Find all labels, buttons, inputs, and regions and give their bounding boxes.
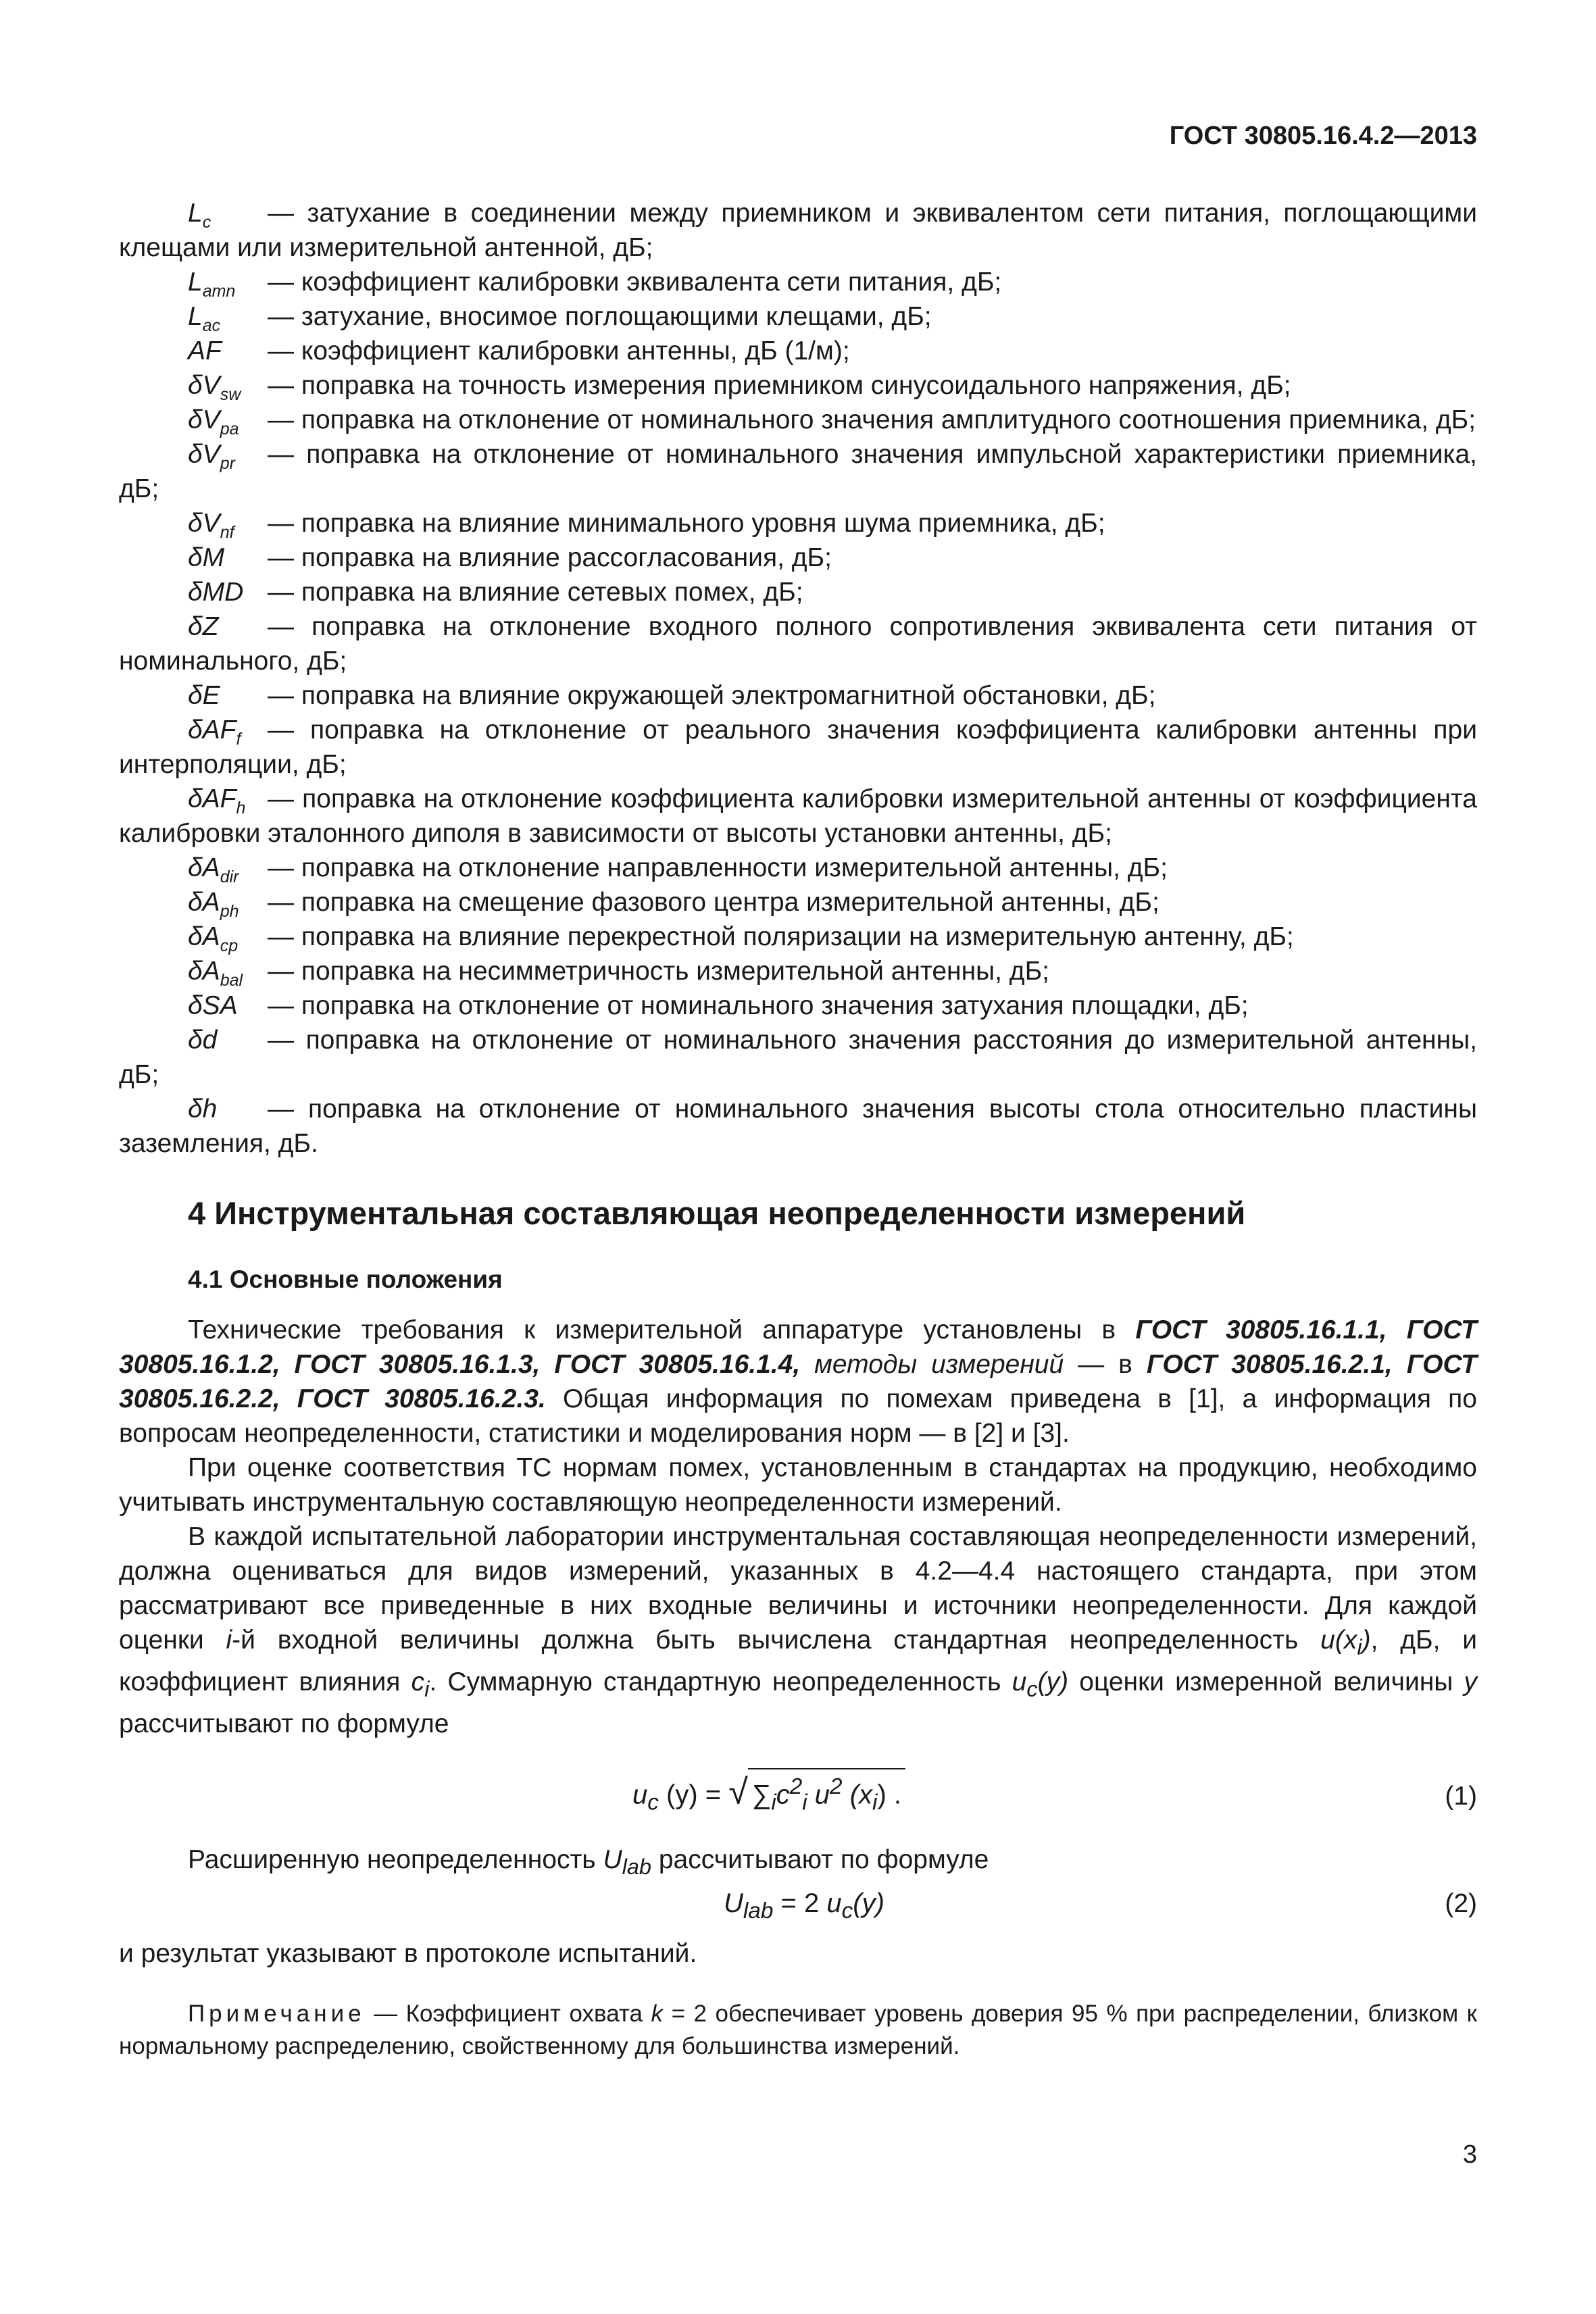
definition-symbol bbox=[188, 851, 268, 885]
f1-sum-sub: i bbox=[771, 1789, 776, 1815]
definition-symbol-sub: ph bbox=[220, 901, 239, 921]
p3-uc-sub: c bbox=[1026, 1676, 1038, 1701]
p3-text-f: рассчитывают по формуле bbox=[119, 1709, 449, 1738]
formula-1-number: (1) bbox=[1445, 1781, 1477, 1811]
definition-symbol-sub: pr bbox=[220, 453, 235, 473]
note-label: Примечание bbox=[188, 2001, 366, 2028]
definition-item bbox=[119, 403, 1477, 437]
definition-symbol bbox=[188, 403, 268, 437]
definition-item bbox=[119, 196, 1477, 265]
definition-item bbox=[119, 713, 1477, 782]
formula-2-expression bbox=[724, 1886, 884, 1928]
definition-text: — поправка на отклонение от номинального значения затухания площадки, дБ; bbox=[268, 991, 1249, 1020]
p1-text-a: Технические требования к измерительной аппаратуре установлены в bbox=[188, 1315, 1136, 1344]
definition-text: — затухание в соединении между приемником и эквивалентом сети питания, поглощающими клещами или измерительной антенной, дБ; bbox=[119, 199, 1477, 262]
p3-ux-base: u(x bbox=[1320, 1626, 1357, 1655]
definition-text: — поправка на отклонение от номинального значения импульсной характеристики приемника, дБ; bbox=[119, 440, 1477, 503]
definition-symbol-base: δA bbox=[188, 888, 220, 917]
definition-text: — коэффициент калибровки эквивалента сети питания, дБ; bbox=[268, 268, 1002, 297]
p3-i: i bbox=[226, 1626, 232, 1655]
definition-symbol-base: L bbox=[188, 199, 203, 228]
note bbox=[119, 1998, 1477, 2063]
definition-symbol-base: L bbox=[188, 268, 203, 297]
definition-item bbox=[119, 885, 1477, 920]
p1-standards-1: ГОСТ 30805.16.1.1, ГОСТ 30805.16.1.2, ГОСТ 30805.16.1.3, ГОСТ 30805.16.1.4, bbox=[119, 1315, 1477, 1379]
p3-ux bbox=[1320, 1626, 1371, 1659]
subsection-title: 4.1 Основные положения bbox=[188, 1265, 503, 1293]
definition-text: — поправка на отклонение от номинального значения высоты стола относительно пластины заземления, дБ. bbox=[119, 1095, 1477, 1158]
definition-symbol-base: δV bbox=[188, 405, 220, 434]
definition-symbol-base: δA bbox=[188, 922, 220, 951]
f1-u: u bbox=[807, 1779, 830, 1809]
definition-symbol-sub: bal bbox=[220, 970, 243, 990]
formula-1-expression bbox=[632, 1768, 905, 1819]
definition-text: — поправка на смещение фазового центра измерительной антенны, дБ; bbox=[268, 888, 1159, 917]
definition-text: — поправка на влияние минимального уровня шума приемника, дБ; bbox=[268, 509, 1105, 538]
note-k: k bbox=[651, 2001, 664, 2028]
note-text-a: — Коэффициент охвата bbox=[365, 2001, 651, 2028]
paragraph-4 bbox=[119, 1842, 1477, 1884]
definition-item bbox=[119, 334, 1477, 368]
definition-text: — поправка на влияние сетевых помех, дБ; bbox=[268, 578, 803, 607]
p1-text-f: Общая информация по помехам приведена в [1], а информация по вопросам неопределенности, статистики и моделирования норм — в [2] и [3]. bbox=[119, 1384, 1477, 1448]
paragraph-5: и результат указывают в протоколе испытаний. bbox=[119, 1939, 697, 1969]
definition-text: — поправка на отклонение от номинального значения расстояния до измерительной антенны, дБ; bbox=[119, 1026, 1477, 1089]
definition-item bbox=[119, 920, 1477, 954]
f1-radicand bbox=[748, 1768, 905, 1819]
definition-symbol-base: δh bbox=[188, 1095, 218, 1124]
p3-ci bbox=[411, 1667, 430, 1701]
definition-symbol-base: δA bbox=[188, 853, 220, 882]
definition-item bbox=[119, 265, 1477, 299]
definition-symbol-base: AF bbox=[188, 336, 222, 366]
definition-symbol bbox=[188, 678, 268, 713]
definition-symbol bbox=[188, 1092, 268, 1126]
definition-symbol bbox=[188, 1023, 268, 1057]
p1-methods: методы измерений bbox=[800, 1350, 1064, 1379]
f1-u-sup: 2 bbox=[830, 1774, 843, 1799]
p3-uc-end: (y) bbox=[1037, 1667, 1069, 1696]
definition-symbol-base: δZ bbox=[188, 612, 219, 641]
p4-U: U bbox=[603, 1844, 622, 1874]
definition-symbol bbox=[188, 334, 268, 368]
definition-item bbox=[119, 506, 1477, 540]
p3-ux-sub: i bbox=[1357, 1634, 1362, 1659]
definition-symbol-sub: amn bbox=[202, 281, 236, 301]
p3-ci-base: c bbox=[411, 1667, 425, 1696]
definition-text: — коэффициент калибровки антенны, дБ (1/м); bbox=[268, 336, 850, 366]
definition-symbol-sub: pa bbox=[220, 419, 239, 438]
definitions-list bbox=[119, 196, 1477, 1161]
content bbox=[119, 196, 1477, 2063]
definition-symbol-sub: cp bbox=[220, 936, 239, 955]
p1-standards-2: ГОСТ 30805.16.2.1, ГОСТ 30805.16.2.2, ГОСТ 30805.16.2.3. bbox=[119, 1350, 1477, 1413]
definition-text: — поправка на несимметричность измерительной антенны, дБ; bbox=[268, 957, 1049, 986]
definition-symbol-base: δA bbox=[188, 957, 220, 986]
p4-U-sub: lab bbox=[622, 1854, 652, 1879]
definition-item bbox=[119, 988, 1477, 1023]
definition-item bbox=[119, 782, 1477, 851]
definition-item bbox=[119, 437, 1477, 506]
definition-symbol-base: δAF bbox=[188, 715, 236, 745]
standard-header: ГОСТ 30805.16.4.2—2013 bbox=[1169, 122, 1477, 150]
definition-text: — поправка на отклонение от реального значения коэффициента калибровки антенны при интерполяции, дБ; bbox=[119, 715, 1477, 779]
f1-lhs-arg: (y) = bbox=[658, 1779, 729, 1809]
definition-text: — поправка на отклонение коэффициента калибровки измерительной антенны от коэффициента калибровки эталонного диполя в зависимости от высоты установки антенны, дБ; bbox=[119, 784, 1477, 848]
definition-symbol-sub: sw bbox=[220, 384, 241, 404]
p3-text-d: . Суммарную стандартную неопределенность bbox=[429, 1667, 1012, 1696]
definition-symbol-sub: ac bbox=[202, 316, 221, 335]
definition-symbol-base: δMD bbox=[188, 578, 244, 607]
p4-text-b: рассчитывают по формуле bbox=[651, 1844, 989, 1874]
p3-text-e: оценки измеренной величины bbox=[1068, 1667, 1464, 1696]
page-number: 3 bbox=[1462, 2140, 1477, 2169]
definition-text: — поправка на точность измерения приемником синусоидального напряжения, дБ; bbox=[268, 371, 1291, 400]
definition-symbol-base: δd bbox=[188, 1026, 218, 1055]
f1-c: c bbox=[776, 1779, 790, 1809]
f1-arg-sub: i bbox=[872, 1789, 878, 1815]
definition-symbol bbox=[188, 265, 268, 299]
definition-symbol bbox=[188, 368, 268, 403]
p3-uc bbox=[1012, 1667, 1069, 1701]
paragraph-1 bbox=[119, 1313, 1477, 1451]
definition-symbol-sub: nf bbox=[220, 522, 234, 542]
definition-symbol-base: L bbox=[188, 302, 203, 331]
definition-symbol-base: δV bbox=[188, 371, 220, 400]
formula-1 bbox=[119, 1761, 1477, 1836]
definition-symbol bbox=[188, 782, 268, 816]
definition-symbol-base: δV bbox=[188, 440, 220, 469]
definition-item bbox=[119, 954, 1477, 988]
p3-text-c: , дБ, и коэффициент влияния bbox=[119, 1626, 1478, 1696]
p3-uc-base: u bbox=[1012, 1667, 1027, 1696]
definition-text: — поправка на отклонение от номинального значения амплитудного соотношения приемника, дБ; bbox=[268, 405, 1476, 434]
f2-mid: = 2 bbox=[773, 1888, 827, 1919]
definition-symbol bbox=[188, 299, 268, 334]
definition-symbol bbox=[188, 609, 268, 644]
definition-item bbox=[119, 299, 1477, 334]
f2-U: U bbox=[724, 1888, 743, 1919]
definition-symbol-base: δAF bbox=[188, 784, 236, 813]
definition-item bbox=[119, 609, 1477, 678]
f1-arg: (x bbox=[842, 1779, 873, 1809]
definition-text: — затухание, вносимое поглощающими клещами, дБ; bbox=[268, 302, 932, 331]
paragraph-3 bbox=[119, 1519, 1477, 1741]
definition-item bbox=[119, 678, 1477, 713]
f2-u: u bbox=[826, 1888, 842, 1919]
definition-symbol bbox=[188, 713, 268, 747]
definition-text: — поправка на влияние перекрестной поляризации на измерительную антенну, дБ; bbox=[268, 922, 1294, 951]
definition-symbol-base: δM bbox=[188, 543, 225, 572]
p3-ux-end: ) bbox=[1362, 1626, 1371, 1655]
p3-ci-sub: i bbox=[424, 1676, 430, 1701]
definition-symbol-base: δE bbox=[188, 681, 220, 710]
definition-symbol-sub: c bbox=[202, 212, 211, 232]
f2-U-sub: lab bbox=[743, 1898, 774, 1924]
p3-text-a: В каждой испытательной лаборатории инструментальная составляющая неопределенности измерений, должна оцениваться для видов измерений, указанных в 4.2—4.4 настоящего стандарта, при этом рассматривают все приведенные в них входные величины и источники неопределенности. Для каждой оценки bbox=[119, 1522, 1477, 1655]
definition-symbol bbox=[188, 506, 268, 540]
definition-symbol bbox=[188, 954, 268, 988]
definition-item bbox=[119, 540, 1477, 575]
definition-symbol-sub: dir bbox=[220, 867, 239, 886]
definition-symbol-sub: f bbox=[236, 729, 241, 749]
definition-item bbox=[119, 1092, 1477, 1161]
definition-symbol bbox=[188, 437, 268, 472]
definition-item bbox=[119, 575, 1477, 609]
definition-symbol-base: δV bbox=[188, 509, 220, 538]
section-title: 4 Инструментальная составляющая неопределенности измерений bbox=[188, 1195, 1246, 1231]
definition-text: — поправка на влияние рассогласования, дБ; bbox=[268, 543, 832, 572]
definition-symbol bbox=[188, 988, 268, 1023]
f2-end: (y) bbox=[853, 1888, 884, 1919]
definition-symbol-base: δSA bbox=[188, 991, 238, 1020]
definition-item bbox=[119, 368, 1477, 403]
p3-y: y bbox=[1464, 1667, 1477, 1696]
definition-symbol bbox=[188, 885, 268, 920]
formula-2-number: (2) bbox=[1445, 1889, 1477, 1919]
definition-item bbox=[119, 851, 1477, 885]
p1-text-d: — в bbox=[1064, 1350, 1147, 1379]
definition-symbol bbox=[188, 196, 268, 230]
definition-text: — поправка на отклонение направленности измерительной антенны, дБ; bbox=[268, 853, 1168, 882]
f1-sqrt-sign: √ bbox=[728, 1771, 748, 1811]
definition-text: — поправка на влияние окружающей электромагнитной обстановки, дБ; bbox=[268, 681, 1156, 710]
paragraph-2: При оценке соответствия ТС нормам помех, установленным в стандартах на продукцию, необходимо учитывать инструментальную составляющую неопределенности измерений. bbox=[119, 1453, 1477, 1517]
f1-sum: ∑ bbox=[751, 1779, 772, 1809]
p4-text-a: Расширенную неопределенность bbox=[188, 1844, 603, 1874]
f1-lhs-sub: c bbox=[647, 1789, 659, 1815]
f1-c-sub: i bbox=[802, 1789, 807, 1815]
definition-text: — поправка на отклонение входного полного сопротивления эквивалента сети питания от номинального, дБ; bbox=[119, 612, 1477, 676]
definition-symbol-sub: h bbox=[236, 798, 246, 818]
p3-text-b: -й входной величины должна быть вычислена стандартная неопределенность bbox=[232, 1626, 1321, 1655]
f1-end: ) . bbox=[877, 1779, 901, 1809]
definition-symbol bbox=[188, 575, 268, 609]
f2-u-sub: c bbox=[841, 1898, 853, 1924]
definition-symbol bbox=[188, 920, 268, 954]
note-text-b: = 2 обеспечивает уровень доверия 95 % при распределении, близком к нормальному распределению, свойственному для большинства измерений. bbox=[119, 2001, 1477, 2060]
f1-lhs: u bbox=[632, 1779, 648, 1809]
formula-2 bbox=[119, 1886, 1477, 1934]
definition-symbol bbox=[188, 540, 268, 575]
f1-c-sup: 2 bbox=[789, 1774, 803, 1799]
definition-item bbox=[119, 1023, 1477, 1092]
